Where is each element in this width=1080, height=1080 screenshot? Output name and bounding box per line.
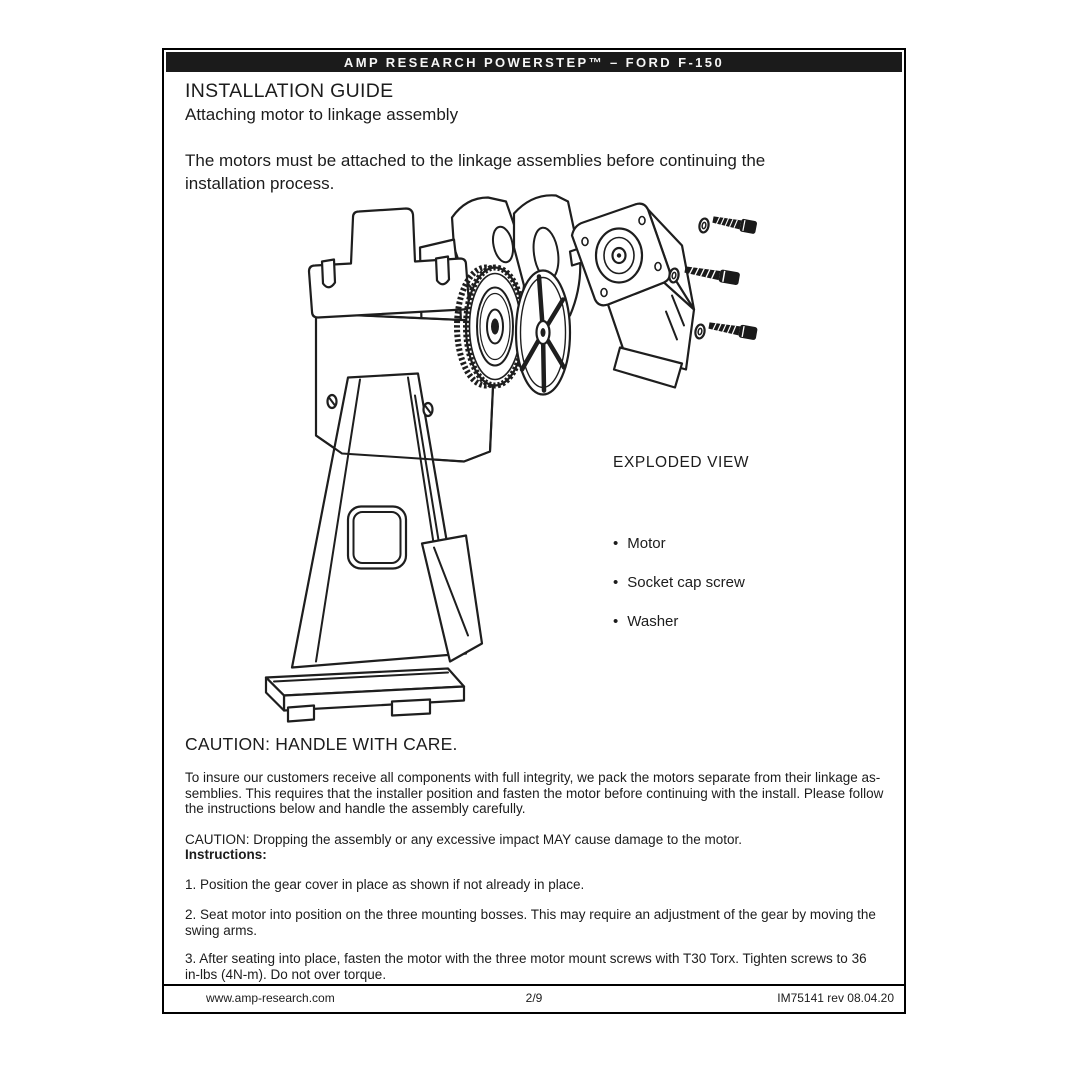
- instruction-step-3: [185, 951, 867, 982]
- part-label: Socket cap screw: [627, 574, 745, 591]
- document-page: [162, 48, 906, 1014]
- caution-line: the instructions below and handle the assembly carefully.: [185, 801, 526, 816]
- bullet-dot: •: [613, 613, 619, 630]
- caution-line: To insure our customers receive all components with full integrity, we pack the motors separate from their linkage as-: [185, 770, 881, 785]
- part-list-item-washer: [613, 613, 678, 630]
- caution-heading: CAUTION: HANDLE WITH CARE.: [185, 734, 458, 754]
- bullet-dot: •: [613, 574, 619, 591]
- intro-line: The motors must be attached to the linkage assemblies before continuing the: [185, 151, 766, 170]
- caution-line: semblies. This requires that the installer position and fasten the motor before continuing with the install. Please follow: [185, 785, 884, 801]
- step-line: in-lbs (4N-m). Do not over torque.: [185, 966, 387, 982]
- washer-1: [698, 218, 709, 233]
- instruction-step-1: 1. Position the gear cover in place as shown if not already in place.: [185, 877, 585, 892]
- part-label: Washer: [627, 613, 679, 630]
- intro-line: installation process.: [185, 174, 335, 193]
- step-line: 3. After seating into place, fasten the motor with the three motor mount screws with T30 Torx. Tighten screws to 36: [185, 951, 867, 966]
- header-bar-title: AMP RESEARCH POWERSTEP™ – FORD F-150: [343, 54, 725, 70]
- page-subtitle: Attaching motor to linkage assembly: [185, 105, 459, 124]
- motor: [570, 204, 694, 388]
- caution-warning: CAUTION: Dropping the assembly or any excessive impact MAY cause damage to the motor.: [185, 832, 742, 847]
- part-list-item-motor: [613, 535, 666, 552]
- socket-cap-screw-1: [712, 213, 758, 234]
- footer-website: www.amp-research.com: [206, 991, 335, 1005]
- part-label: Motor: [627, 535, 666, 552]
- gear: [457, 268, 524, 386]
- washer-3: [694, 324, 705, 339]
- page-title: INSTALLATION GUIDE: [185, 80, 394, 102]
- gear-cover: [516, 271, 570, 395]
- socket-cap-screw-2: [684, 263, 740, 285]
- socket-cap-screw-3: [708, 319, 758, 340]
- exploded-view-label: EXPLODED VIEW: [613, 454, 750, 471]
- step-line: 2. Seat motor into position on the three mounting bosses. This may require an adjustment of the gear by moving the: [185, 907, 876, 922]
- instructions-label: Instructions:: [185, 847, 267, 862]
- step-line: swing arms.: [185, 922, 258, 938]
- part-list-item-socket-cap-screw: [613, 574, 745, 591]
- bullet-dot: •: [613, 535, 619, 552]
- footer-doc-ref: IM75141 rev 08.04.20: [777, 991, 894, 1005]
- footer-page-number: 2/9: [525, 991, 543, 1005]
- caution-paragraph: [185, 770, 883, 817]
- step-pad: [266, 669, 464, 722]
- mounting-bracket: [309, 209, 469, 318]
- instruction-step-2: [185, 907, 876, 938]
- header-bar: [166, 52, 902, 72]
- page-footer: [164, 984, 904, 1012]
